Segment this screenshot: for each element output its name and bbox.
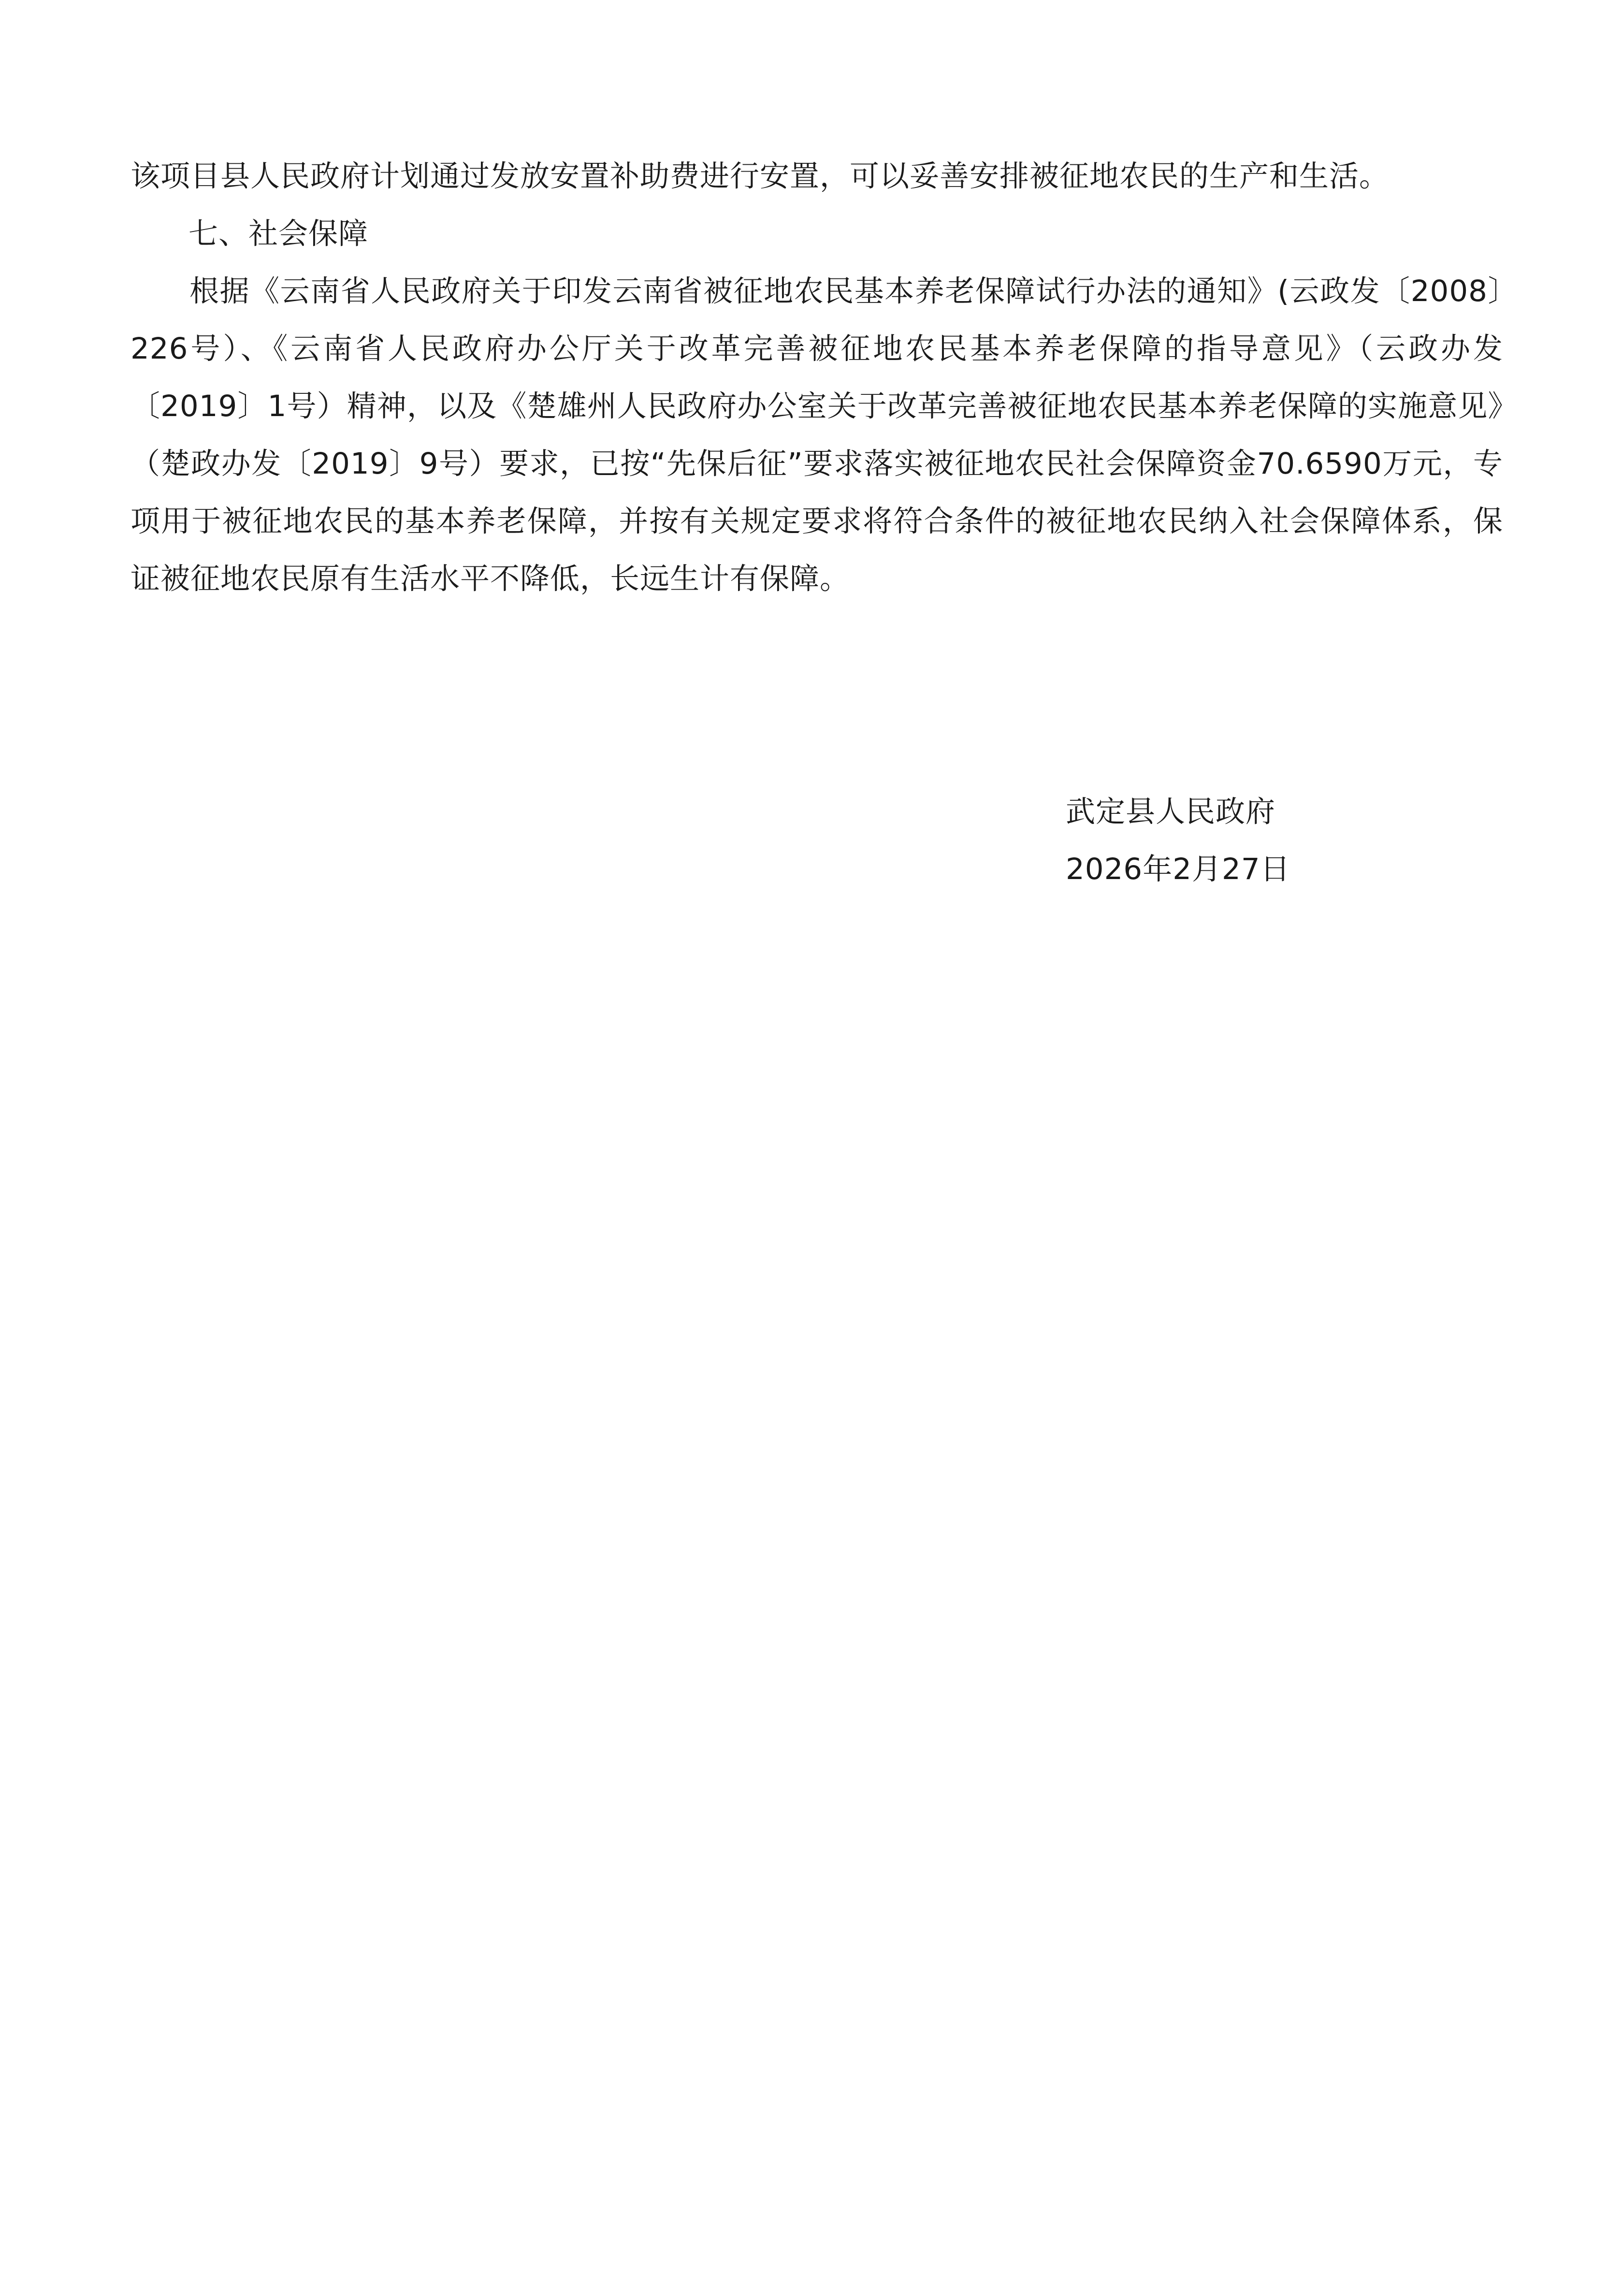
intro-paragraph: 该项目县人民政府计划通过发放安置补助费进行安置，可以妥善安排被征地农民的生产和生活。: [130, 159, 1390, 193]
social-security-paragraph: 根据《云南省人民政府关于印发云南省被征地农民基本养老保障试行办法的通知》(云政发〔2008〕226号）、《云南省人民政府办公厅关于改革完善被征地农民基本养老保障的指导意见》（云政办发〔2019〕1号）精神，以及《楚雄州人民政府办公室关于改革完善被征地农民基本养老保障的实施意见》（楚政办发〔2019〕9号）要求，已按“先保后征”要求落实被征地农民社会保障资金70.6590万元，专项用于被征地农民的基本养老保障，并按有关规定要求将符合条件的被征地农民纳入社会保障体系，保证被征地农民原有生活水平不降低，长远生计有保障。: [130, 274, 1503, 596]
signature-block: [1066, 783, 1290, 898]
issue-date: 2026年2月27日: [1066, 852, 1290, 886]
section-heading: 七、社会保障: [188, 217, 369, 251]
issuer-name: 武定县人民政府: [1066, 794, 1276, 829]
